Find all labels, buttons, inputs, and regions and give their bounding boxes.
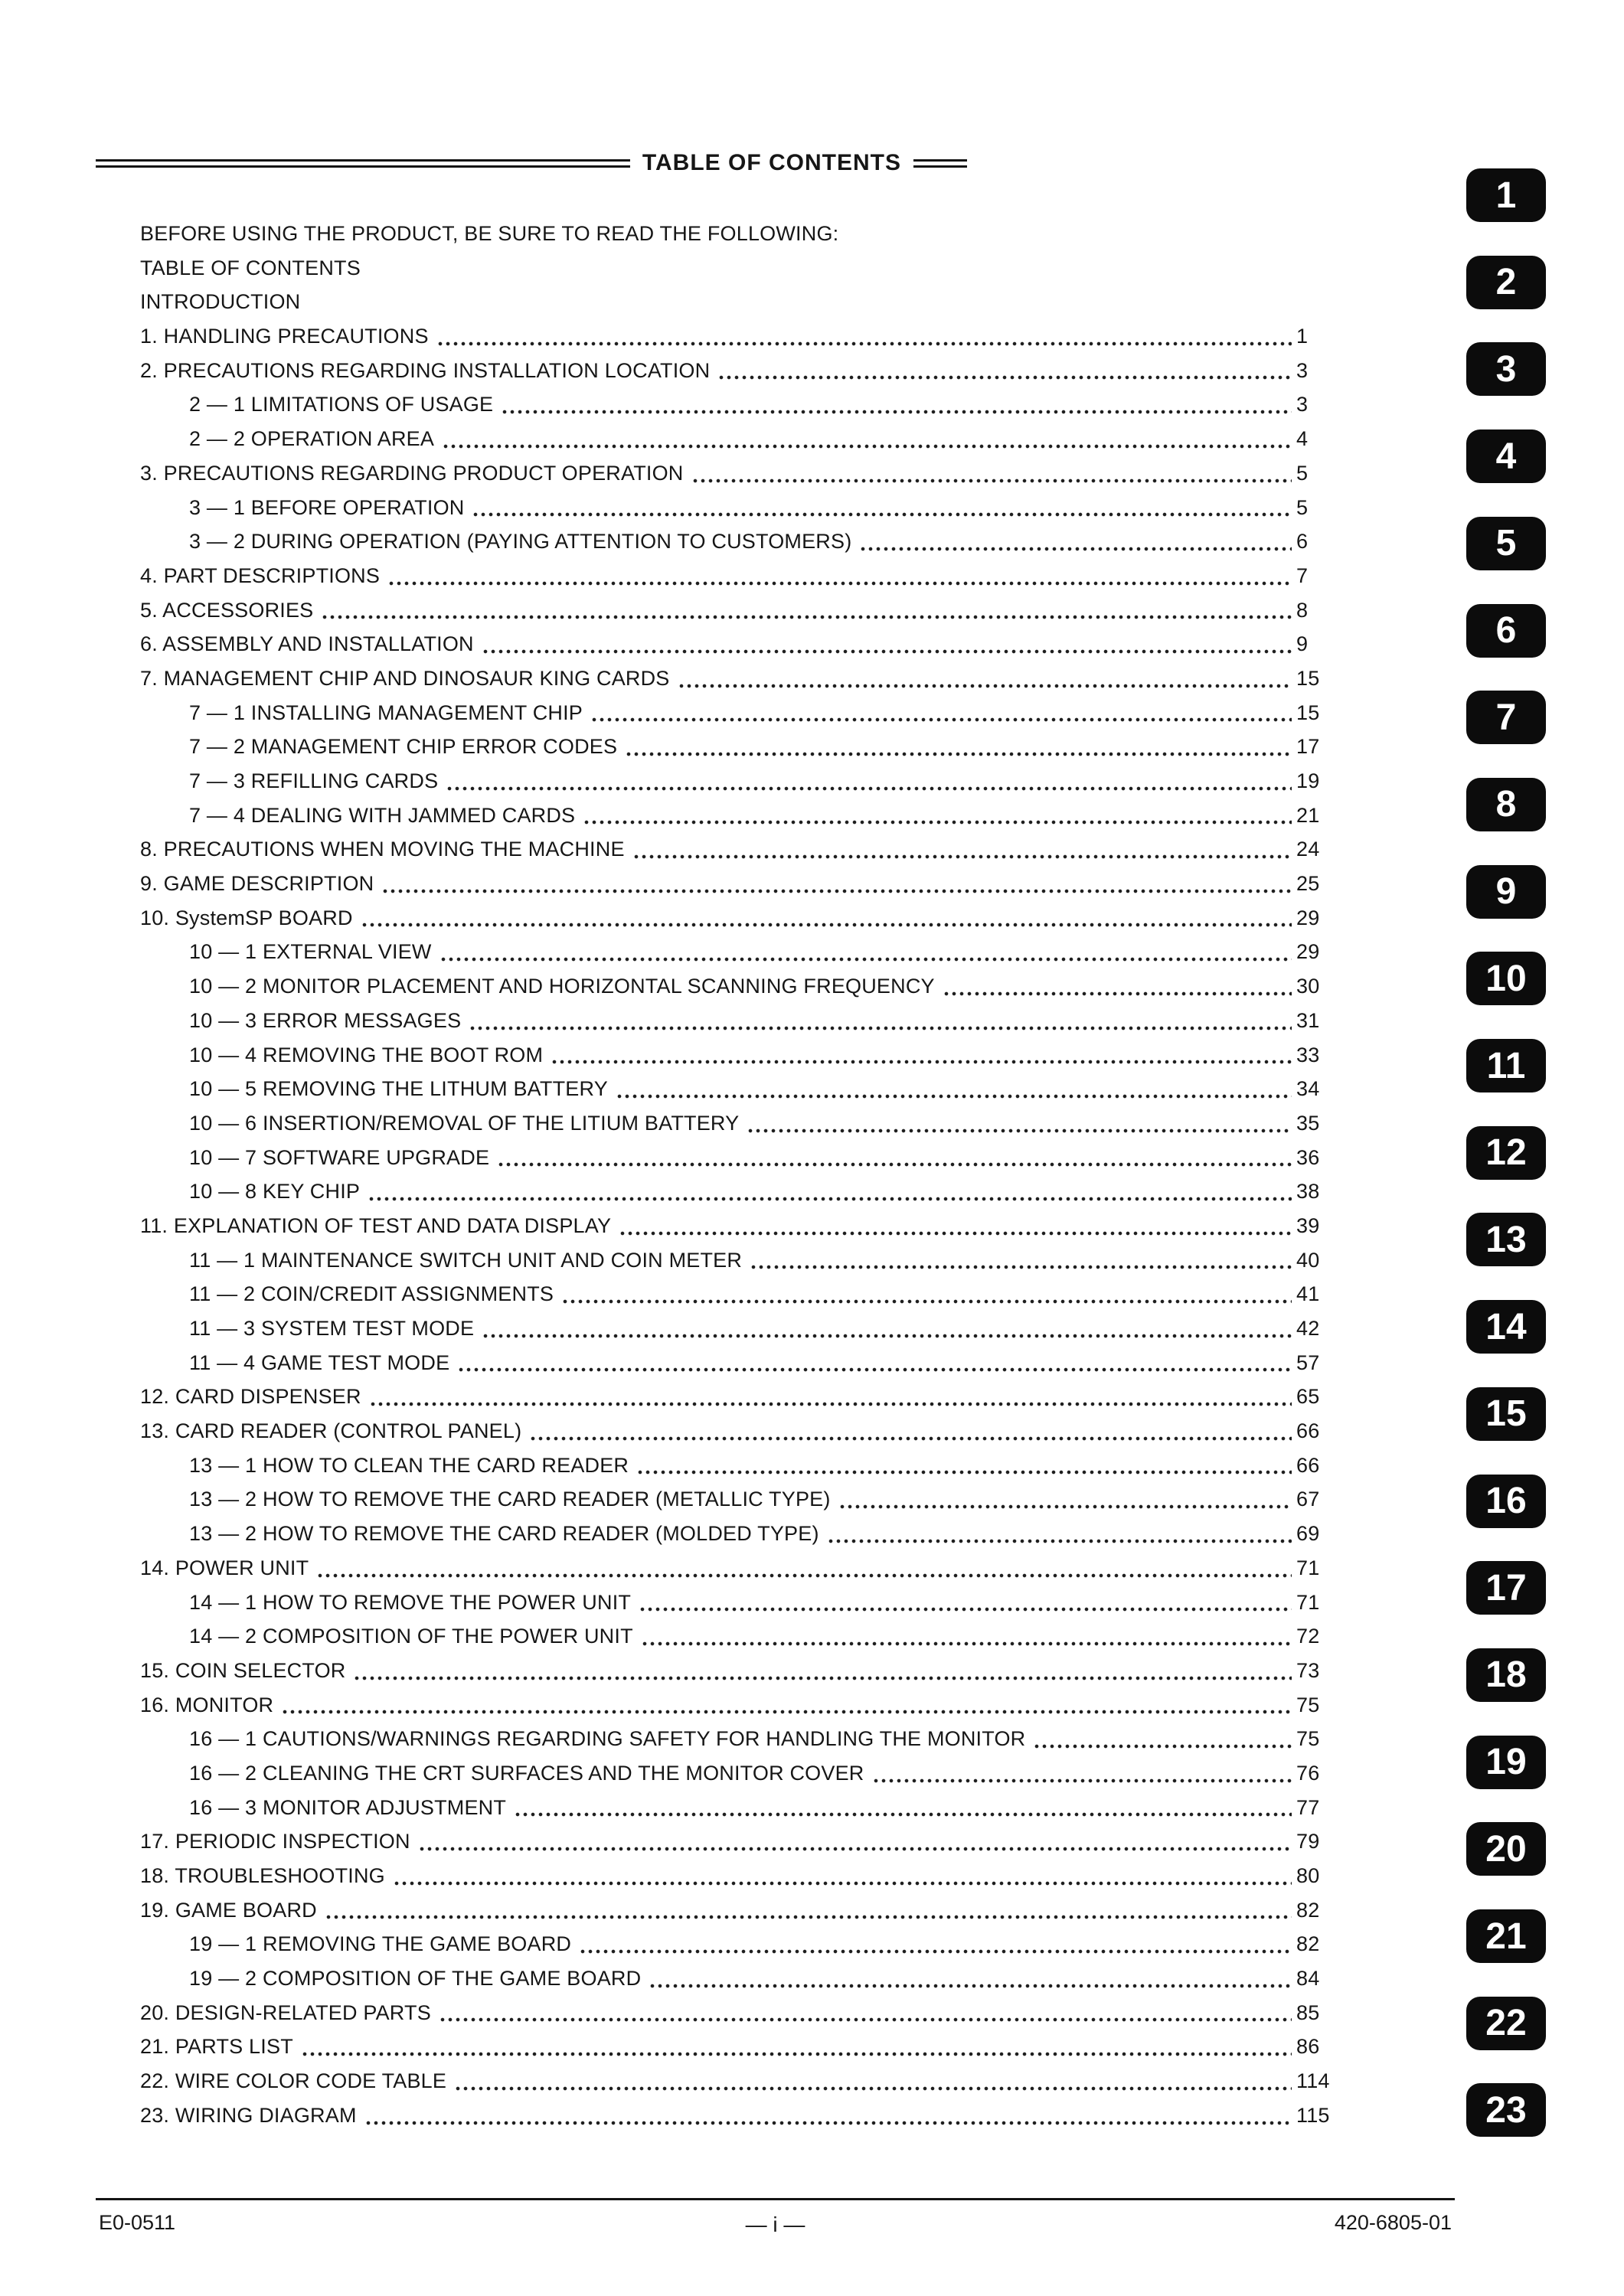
toc-dotted-leader [561,1296,1292,1305]
toc-entry [140,354,1344,388]
toc-entry [140,799,1344,833]
toc-dotted-leader [418,1844,1292,1853]
toc-dotted-leader [872,1775,1292,1785]
toc-entry [140,661,1344,696]
toc-dotted-leader [316,1570,1292,1579]
toc-entry [140,1996,1344,2030]
toc-entry-page: 5 [1296,495,1309,519]
toc-entry [140,1688,1344,1723]
toc-entry-label: 3 — 1 BEFORE OPERATION [189,495,465,519]
toc-entry-page: 71 [1296,1556,1320,1579]
toc-dotted-leader [361,919,1292,929]
toc-entry [140,1380,1344,1414]
toc-entry [140,1174,1344,1209]
toc-dotted-leader [639,1604,1292,1613]
toc-entry [140,1893,1344,1928]
toc-entry-page: 1 [1296,325,1309,348]
toc-entry-label: 13 — 2 HOW TO REMOVE THE CARD READER (METALLIC TYPE) [189,1488,831,1511]
toc-entry-label: 19. GAME BOARD [140,1898,317,1922]
toc-entry [140,319,1344,354]
toc-entry-page: 24 [1296,838,1320,861]
toc-dotted-leader [649,1981,1292,1990]
toc-dotted-leader [281,1706,1292,1716]
toc-entry-label: 7 — 3 REFILLING CARDS [189,769,439,792]
toc-entry [140,1791,1344,1825]
toc-entry-label: 14 — 1 HOW TO REMOVE THE POWER UNIT [189,1590,632,1614]
side-tab-20: 20 [1466,1822,1546,1876]
toc-entry [140,1859,1344,1893]
toc-entry [140,456,1344,491]
toc-entry-label: TABLE OF CONTENTS [140,256,361,279]
toc-dotted-leader [381,886,1292,895]
toc-dotted-leader [482,1331,1292,1340]
toc-entry [140,1209,1344,1243]
toc-entry [140,901,1344,936]
toc-entry-label: 11 — 3 SYSTEM TEST MODE [189,1317,475,1340]
toc-dotted-leader [750,1262,1292,1271]
side-tab-21: 21 [1466,1909,1546,1963]
toc-entry [140,2098,1344,2133]
toc-entry-page: 115 [1296,2103,1330,2127]
toc-entry-label: 11. EXPLANATION OF TEST AND DATA DISPLAY [140,1213,612,1237]
toc-entry-page: 34 [1296,1077,1320,1101]
toc-dotted-leader [859,544,1292,553]
toc-entry-page: 75 [1296,1693,1320,1716]
toc-entry [140,1106,1344,1141]
toc-entry [140,969,1344,1004]
toc-entry-page: 86 [1296,2035,1320,2059]
toc-entry [140,627,1344,661]
toc-entry-page: 41 [1296,1282,1320,1306]
side-tab-10: 10 [1466,952,1546,1005]
toc-entry-label: 11 — 4 GAME TEST MODE [189,1350,450,1374]
toc-entry [140,1482,1344,1517]
toc-entry [140,935,1344,969]
toc-entry-page: 66 [1296,1419,1320,1443]
toc-entry-page: 25 [1296,872,1320,896]
toc-entry-page: 8 [1296,598,1309,622]
toc-entry-label: 20. DESIGN-RELATED PARTS [140,2000,431,2024]
toc-entry-label: 13. CARD READER (CONTROL PANEL) [140,1419,522,1443]
toc-dotted-leader [678,681,1292,690]
side-tab-5: 5 [1466,517,1546,570]
side-tab-17: 17 [1466,1561,1546,1615]
toc-entry-page: 57 [1296,1350,1320,1374]
toc-entry-label: 13 — 2 HOW TO REMOVE THE CARD READER (MOLDED TYPE) [189,1522,819,1546]
toc-dotted-leader [325,1912,1292,1921]
toc-entry-label: 11 — 1 MAINTENANCE SWITCH UNIT AND COIN METER [189,1248,743,1272]
toc-entry [140,1586,1344,1620]
toc-dotted-leader [827,1536,1292,1545]
toc-entry-label: 10 — 1 EXTERNAL VIEW [189,940,432,964]
toc-entry-label: 13 — 1 HOW TO CLEAN THE CARD READER [189,1453,629,1477]
toc-entry-label: 19 — 2 COMPOSITION OF THE GAME BOARD [189,1967,642,1991]
toc-entry-page: 79 [1296,1830,1320,1853]
toc-entry [140,1243,1344,1278]
toc-dotted-leader [514,1809,1292,1818]
toc-entry-label: 14. POWER UNIT [140,1556,309,1579]
toc-entry-label: 5. ACCESSORIES [140,598,314,622]
toc-entry-page: 3 [1296,358,1309,382]
toc-entry-label: 10 — 8 KEY CHIP [189,1180,361,1204]
toc-dotted-leader [393,1878,1292,1887]
toc-entry-page: 73 [1296,1658,1320,1682]
toc-entry-label: 7 — 1 INSTALLING MANAGEMENT CHIP [189,701,583,724]
side-tab-2: 2 [1466,256,1546,309]
toc-entry-page: 15 [1296,701,1320,724]
toc-entry [140,1619,1344,1654]
toc-dotted-leader [838,1501,1292,1511]
toc-entry-page: 9 [1296,632,1309,656]
toc-entry-page: 6 [1296,530,1309,554]
toc-entry [140,832,1344,867]
toc-dotted-leader [641,1638,1292,1648]
toc-dotted-leader [321,612,1292,621]
toc-entry [140,764,1344,799]
toc-entry-page: 85 [1296,2000,1320,2024]
toc-entry-label: 15. COIN SELECTOR [140,1658,346,1682]
toc-entry-page: 71 [1296,1590,1320,1614]
toc-entry-label: 12. CARD DISPENSER [140,1385,361,1409]
footer-page-number: — i — [745,2213,805,2236]
toc-dotted-leader [457,1364,1292,1373]
toc-dotted-leader [497,1159,1292,1168]
toc-entry-label: 7 — 2 MANAGEMENT CHIP ERROR CODES [189,735,618,759]
toc-entry-label: 19 — 1 REMOVING THE GAME BOARD [189,1932,572,1956]
toc-entry-page: 82 [1296,1932,1320,1956]
toc-dotted-leader [632,851,1292,861]
toc-dotted-leader [439,2014,1292,2023]
side-tab-16: 16 [1466,1475,1546,1528]
side-tab-19: 19 [1466,1736,1546,1789]
toc-entry-label: 1. HANDLING PRECAUTIONS [140,325,429,348]
toc-dotted-leader [454,2083,1292,2092]
toc-entry [140,1346,1344,1380]
page-footer [96,2198,1455,2252]
toc-entry-label: 3 — 2 DURING OPERATION (PAYING ATTENTION TO CUSTOMERS) [189,530,852,554]
toc-dotted-leader [691,475,1292,485]
toc-entry-page: 30 [1296,975,1320,998]
side-tab-6: 6 [1466,604,1546,658]
toc-entry-label: 16 — 1 CAUTIONS/WARNINGS REGARDING SAFETY FOR HANDLING THE MONITOR [189,1727,1026,1751]
toc-entry-label: 16 — 3 MONITOR ADJUSTMENT [189,1795,507,1819]
toc-entry-page: 76 [1296,1761,1320,1785]
toc-entry-page: 3 [1296,393,1309,416]
toc-entry-label: 16. MONITOR [140,1693,274,1716]
toc-dotted-leader [717,372,1292,381]
toc-entry-label: 21. PARTS LIST [140,2035,293,2059]
toc-entry [140,387,1344,422]
toc-entry-page: 82 [1296,1898,1320,1922]
toc-dotted-leader [529,1433,1292,1442]
toc-dotted-leader [943,988,1292,998]
toc-entry [140,1072,1344,1106]
toc-dotted-leader [369,1399,1292,1408]
toc-dotted-leader [446,783,1292,792]
side-tab-11: 11 [1466,1039,1546,1092]
toc-dotted-leader [583,817,1292,826]
toc-entry [140,730,1344,764]
toc-entry [140,2030,1344,2064]
side-tab-22: 22 [1466,1997,1546,2050]
toc-entry-label: 10 — 2 MONITOR PLACEMENT AND HORIZONTAL SCANNING FREQUENCY [189,975,935,998]
toc-entry-page: 77 [1296,1795,1320,1819]
toc-entry-page: 29 [1296,940,1320,964]
toc-entry [140,422,1344,456]
toc-list [140,217,1344,2133]
toc-dotted-leader [301,2049,1292,2058]
toc-dotted-leader [472,509,1292,518]
toc-dotted-leader [551,1057,1292,1066]
page-header [96,150,967,176]
side-tab-7: 7 [1466,691,1546,744]
side-tab-14: 14 [1466,1300,1546,1354]
side-tab-15: 15 [1466,1387,1546,1441]
toc-entry-label: 10 — 6 INSERTION/REMOVAL OF THE LITIUM BATTERY [189,1111,740,1135]
toc-entry [140,1654,1344,1688]
toc-dotted-leader [364,2118,1292,2127]
toc-dotted-leader [482,646,1292,655]
toc-entry [140,593,1344,628]
toc-dotted-leader [442,441,1292,450]
toc-entry [140,251,1344,286]
toc-entry [140,491,1344,525]
toc-entry [140,867,1344,901]
toc-entry-page: 72 [1296,1625,1320,1648]
toc-entry [140,1414,1344,1448]
toc-entry-page: 39 [1296,1213,1320,1237]
footer-doc-code: E0-0511 [99,2211,176,2234]
toc-entry-page: 17 [1296,735,1320,759]
page-title: TABLE OF CONTENTS [642,150,901,175]
toc-entry [140,1927,1344,1961]
toc-dotted-leader [436,338,1292,348]
toc-entry-label: 4. PART DESCRIPTIONS [140,563,381,587]
toc-dotted-leader [579,1946,1292,1955]
toc-entry-page: 33 [1296,1043,1320,1066]
toc-entry-page: 4 [1296,427,1309,451]
toc-entry-page: 69 [1296,1522,1320,1546]
toc-entry-label: INTRODUCTION [140,290,301,314]
toc-dotted-leader [1033,1741,1292,1750]
toc-entry [140,524,1344,559]
toc-dotted-leader [501,407,1292,416]
toc-entry-page: 7 [1296,563,1309,587]
toc-entry-page: 84 [1296,1967,1320,1991]
toc-entry-label: 8. PRECAUTIONS WHEN MOVING THE MACHINE [140,838,625,861]
toc-dotted-leader [439,954,1292,963]
side-tab-8: 8 [1466,778,1546,831]
toc-entry-label: 7. MANAGEMENT CHIP AND DINOSAUR KING CARDS [140,666,670,690]
side-tab-13: 13 [1466,1213,1546,1266]
toc-entry-label: 23. WIRING DIAGRAM [140,2103,357,2127]
toc-entry-page: 66 [1296,1453,1320,1477]
toc-entry-label: 22. WIRE COLOR CODE TABLE [140,2069,447,2093]
toc-entry [140,559,1344,593]
toc-entry [140,1277,1344,1311]
toc-entry [140,1551,1344,1586]
toc-entry-label: 7 — 4 DEALING WITH JAMMED CARDS [189,803,576,827]
toc-entry-page: 38 [1296,1180,1320,1204]
toc-entry-label: 10. SystemSP BOARD [140,906,353,929]
toc-entry-page: 35 [1296,1111,1320,1135]
toc-entry-page: 114 [1296,2069,1330,2093]
toc-entry-label: 2 — 1 LIMITATIONS OF USAGE [189,393,494,416]
header-double-rule-right [913,159,967,168]
toc-entry [140,217,1344,251]
toc-dotted-leader [469,1023,1292,1032]
toc-entry [140,1311,1344,1346]
toc-entry [140,1038,1344,1073]
toc-entry-page: 21 [1296,803,1320,827]
side-tab-12: 12 [1466,1126,1546,1180]
side-tab-1: 1 [1466,168,1546,222]
toc-entry-page: 5 [1296,461,1309,485]
side-tab-23: 23 [1466,2083,1546,2137]
toc-entry-label: 6. ASSEMBLY AND INSTALLATION [140,632,474,656]
side-tab-3: 3 [1466,342,1546,396]
toc-entry-page: 19 [1296,769,1320,792]
toc-entry-label: 18. TROUBLESHOOTING [140,1864,385,1887]
toc-entry [140,1517,1344,1551]
side-tab-18: 18 [1466,1648,1546,1702]
toc-dotted-leader [619,1228,1292,1237]
toc-entry-page: 42 [1296,1317,1320,1340]
toc-entry [140,2064,1344,2098]
toc-entry-page: 40 [1296,1248,1320,1272]
footer-part-number: 420-6805-01 [1334,2211,1452,2234]
toc-dotted-leader [616,1091,1292,1100]
toc-entry-page: 15 [1296,666,1320,690]
toc-entry [140,1722,1344,1756]
side-tab-9: 9 [1466,865,1546,919]
toc-entry-label: 16 — 2 CLEANING THE CRT SURFACES AND THE MONITOR COVER [189,1761,864,1785]
side-tab-4: 4 [1466,429,1546,483]
toc-dotted-leader [353,1673,1292,1682]
toc-entry-page: 36 [1296,1145,1320,1169]
toc-entry-page: 65 [1296,1385,1320,1409]
toc-entry-label: BEFORE USING THE PRODUCT, BE SURE TO READ THE FOLLOWING: [140,222,839,245]
toc-entry-label: 14 — 2 COMPOSITION OF THE POWER UNIT [189,1625,633,1648]
toc-entry [140,1004,1344,1038]
toc-entry-label: 9. GAME DESCRIPTION [140,872,374,896]
toc-dotted-leader [368,1194,1292,1203]
toc-dotted-leader [636,1467,1292,1476]
toc-entry-label: 10 — 4 REMOVING THE BOOT ROM [189,1043,544,1066]
toc-entry-page: 67 [1296,1488,1320,1511]
toc-entry-label: 3. PRECAUTIONS REGARDING PRODUCT OPERATION [140,461,684,485]
header-double-rule-left [96,159,630,168]
toc-entry [140,1141,1344,1175]
toc-entry-page: 80 [1296,1864,1320,1887]
toc-entry-label: 2. PRECAUTIONS REGARDING INSTALLATION LOCATION [140,358,711,382]
toc-entry [140,285,1344,319]
toc-entry-label: 10 — 5 REMOVING THE LITHUM BATTERY [189,1077,608,1101]
toc-dotted-leader [625,749,1292,758]
toc-dotted-leader [590,714,1292,723]
toc-entry-label: 17. PERIODIC INSPECTION [140,1830,410,1853]
toc-entry-label: 2 — 2 OPERATION AREA [189,427,435,451]
toc-entry [140,1448,1344,1483]
toc-entry-label: 11 — 2 COIN/CREDIT ASSIGNMENTS [189,1282,554,1306]
toc-entry-label: 10 — 3 ERROR MESSAGES [189,1008,462,1032]
toc-entry [140,1756,1344,1791]
toc-entry-page: 75 [1296,1727,1320,1751]
toc-entry [140,1961,1344,1996]
toc-entry-page: 31 [1296,1008,1320,1032]
toc-entry-page: 29 [1296,906,1320,929]
toc-entry [140,1824,1344,1859]
toc-dotted-leader [387,578,1292,587]
toc-dotted-leader [747,1125,1292,1135]
toc-entry-label: 10 — 7 SOFTWARE UPGRADE [189,1145,490,1169]
toc-entry [140,696,1344,730]
